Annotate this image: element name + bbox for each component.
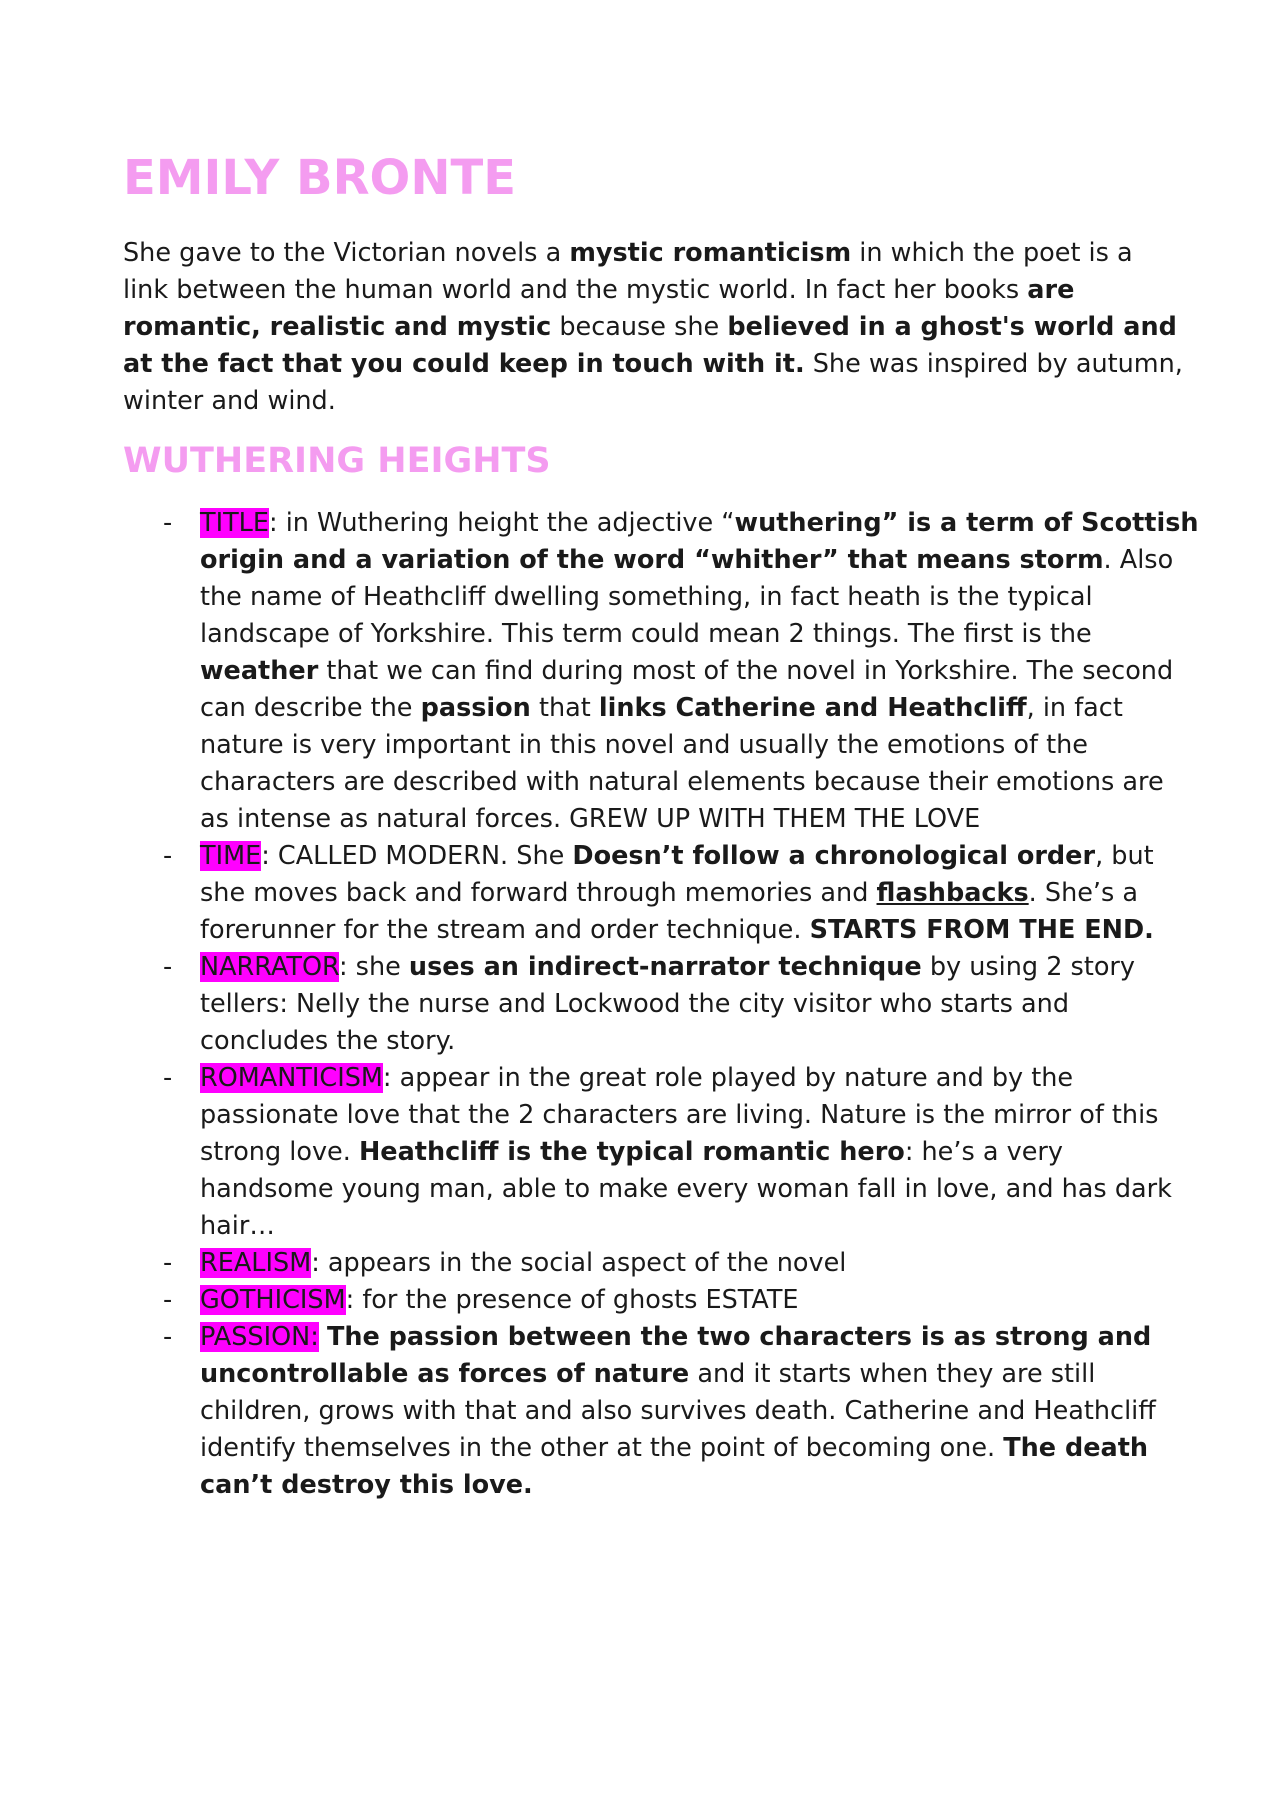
highlight-label: TITLE	[200, 508, 269, 538]
bullet-dash: -	[163, 1248, 173, 1278]
intro-bold: believed in a ghost's world and at the fact that you could keep in touch with it.	[123, 312, 1177, 379]
item-text: that we can find during most of the novel in Yorkshire. The second can describe the	[200, 656, 1174, 723]
item-bold-underline	[877, 878, 1029, 908]
item-text: , in fact nature is very important in this novel and usually the emotions of the characters are described with natural elements because their emotions are as intense as natural forces. GREW UP WITH THEM THE LOVE	[200, 693, 1164, 834]
item-text: by using 2 story tellers: Nelly the nurse and Lockwood the city visitor who starts and concludes the story.	[200, 952, 1135, 1056]
item-bold: wuthering” is a term of Scottish origin and a variation of the word “whither” that means storm	[200, 508, 1199, 575]
bullet-dash: -	[163, 841, 173, 871]
bullet-list	[163, 505, 1200, 1504]
item-text: : appears in the social aspect of the novel	[311, 1248, 847, 1278]
highlight-label: NARRATOR	[200, 952, 339, 982]
item-text: : CALLED MODERN. She	[261, 841, 573, 871]
bullet-dash: -	[163, 1063, 173, 1093]
bullet-dash: -	[163, 1322, 173, 1352]
list-item-gothicism	[163, 1282, 1200, 1319]
intro-text: She was inspired by autumn, winter and wind.	[123, 349, 1183, 416]
item-text: : in Wuthering height the adjective “	[269, 508, 735, 538]
item-text: . Also the name of Heathcliff dwelling something, in fact heath is the typical landscape of Yorkshire. This term could mean 2 things. The first is the	[200, 545, 1174, 649]
item-text	[319, 1322, 327, 1352]
item-bold: STARTS FROM THE END.	[809, 915, 1154, 945]
list-item-title	[163, 505, 1200, 838]
list-item-romanticism	[163, 1060, 1200, 1245]
item-bold: weather	[200, 656, 319, 686]
bullet-dash: -	[163, 952, 173, 982]
highlight-label: REALISM	[200, 1248, 312, 1278]
intro-text: She gave to the Victorian novels a	[123, 238, 570, 268]
intro-text: in which the poet is a link between the human world and the mystic world. In fact her books	[123, 238, 1133, 305]
list-item-narrator	[163, 949, 1200, 1060]
bullet-dash: -	[163, 508, 173, 538]
item-text: : appear in the great role played by nature and by the passionate love that the 2 characters are living. Nature is the mirror of this strong love.	[200, 1063, 1159, 1167]
intro-paragraph	[123, 235, 1183, 420]
section-heading: WUTHERING HEIGHTS	[123, 441, 551, 481]
item-text: , but she moves back and forward through memories and	[200, 841, 1154, 908]
list-item-time	[163, 838, 1200, 949]
bullet-dash: -	[163, 1285, 173, 1315]
highlight-label: TIME	[200, 841, 262, 871]
intro-bold: are romantic, realistic and mystic	[123, 275, 1075, 342]
item-bold: uses an indirect-narrator technique	[408, 952, 922, 982]
intro-bold: mystic romanticism	[569, 238, 852, 268]
item-bold: The death can’t destroy this love.	[200, 1433, 1149, 1500]
list-item-realism	[163, 1245, 1200, 1282]
item-bold: The passion between the two characters is as strong and uncontrollable as forces of nature	[200, 1322, 1152, 1389]
item-bold: passion	[420, 693, 531, 723]
item-text: : for the presence of ghosts ESTATE	[345, 1285, 799, 1315]
underlined-word: flashbacks	[876, 878, 1029, 908]
item-bold: links Catherine and Heathcliff	[598, 693, 1027, 723]
item-bold: Doesn’t follow a chronological order	[572, 841, 1096, 871]
item-bold: Heathcliff is the typical romantic hero	[358, 1137, 905, 1167]
highlight-label: GOTHICISM	[200, 1285, 346, 1315]
item-text: that	[530, 693, 599, 723]
item-text: and it starts when they are still children, grows with that and also survives death. Catherine and Heathcliff identify themselves in the other at the point of becoming one.	[200, 1359, 1156, 1463]
list-item-passion	[163, 1319, 1200, 1504]
intro-text: because she	[551, 312, 728, 342]
highlight-label: PASSION:	[200, 1322, 319, 1352]
highlight-label: ROMANTICISM	[200, 1063, 383, 1093]
page-title: EMILY BRONTE	[123, 150, 517, 206]
item-text: . She’s a forerunner for the stream and order technique.	[200, 878, 1139, 945]
item-text: : she	[338, 952, 409, 982]
item-text: : he’s a very handsome young man, able to make every woman fall in love, and has dark hair…	[200, 1137, 1172, 1241]
